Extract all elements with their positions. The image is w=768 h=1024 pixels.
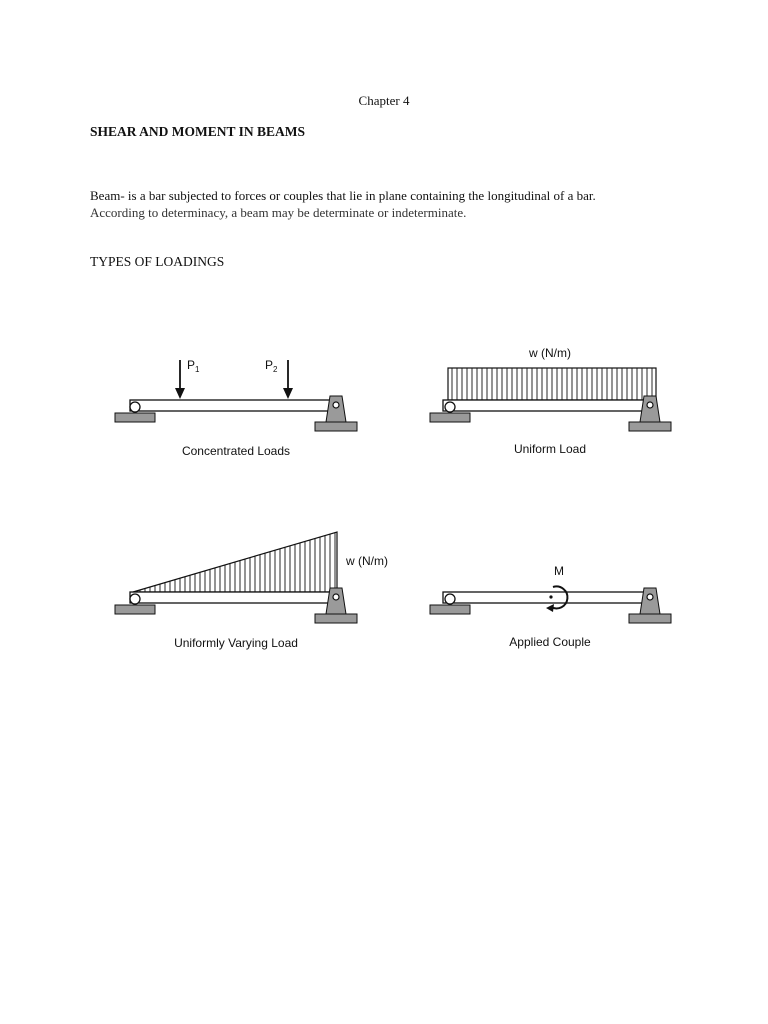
load-label-w: w (N/m) xyxy=(529,346,571,360)
load-label-p1: $P_1$ xyxy=(187,358,200,374)
figure-uniformly-varying-load xyxy=(115,532,388,650)
beam xyxy=(130,592,340,603)
beam-definition-line-2: According to determinacy, a beam may be determinate or indeterminate. xyxy=(90,205,467,220)
couple-label-m: M xyxy=(554,564,564,578)
caption-applied-couple: Applied Couple xyxy=(509,635,591,649)
beam-definition-line-1: Beam- is a bar subjected to forces or couples that lie in plane containing the longitudinal of a bar. xyxy=(90,188,596,203)
figure-concentrated-loads xyxy=(115,358,357,458)
load-label-p2: $P_2$ xyxy=(265,358,278,374)
beam xyxy=(443,400,656,411)
load-arrow-p1 xyxy=(175,360,185,399)
caption-concentrated-loads: Concentrated Loads xyxy=(181,444,291,458)
caption-uniform-load: Uniform Load xyxy=(513,442,587,456)
figure-applied-couple xyxy=(430,564,671,649)
figure-uniform-load xyxy=(430,346,671,456)
uniform-load-hatching xyxy=(452,368,652,400)
beam xyxy=(130,400,340,411)
load-arrow-p2 xyxy=(283,360,293,399)
chapter-number: Chapter 4 xyxy=(358,93,410,108)
section-heading: TYPES OF LOADINGS xyxy=(90,254,225,269)
load-label-w: w (N/m) xyxy=(346,554,388,568)
caption-uniformly-varying-load: Uniformly Varying Load xyxy=(174,636,298,650)
chapter-title: SHEAR AND MOMENT IN BEAMS xyxy=(90,124,306,139)
